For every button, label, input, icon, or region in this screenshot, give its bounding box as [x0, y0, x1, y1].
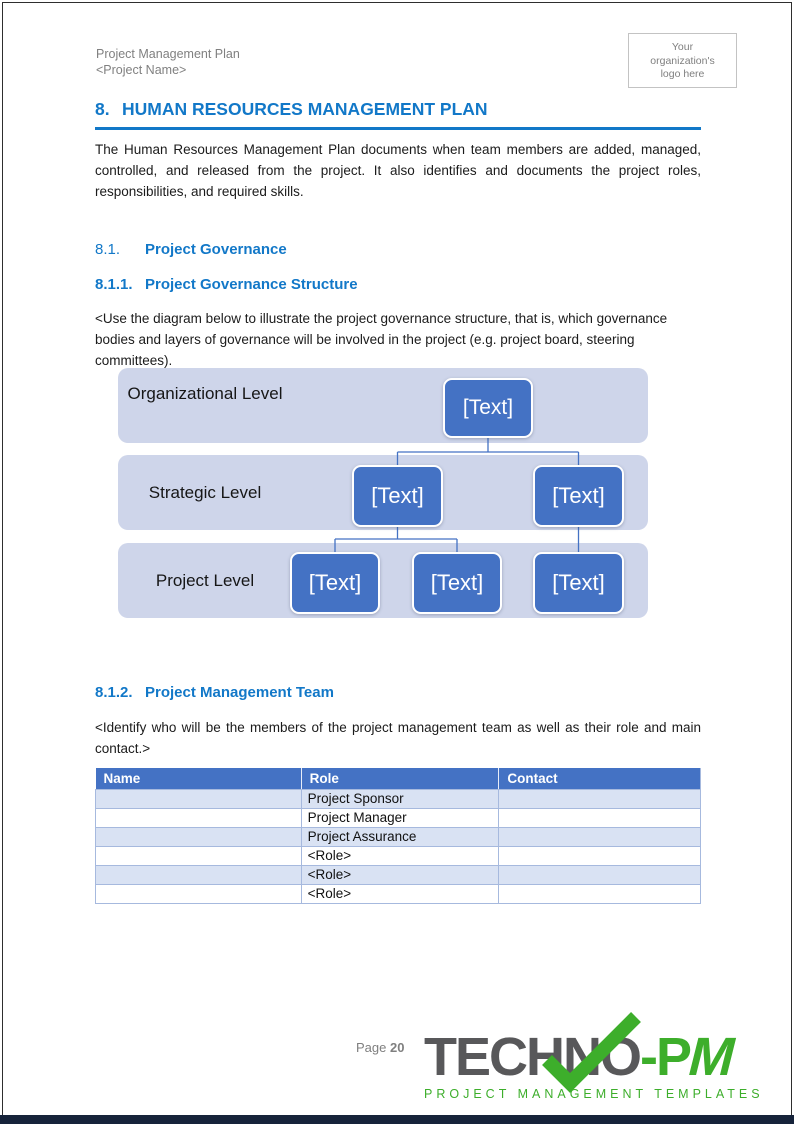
heading-number: 8.1. [95, 241, 121, 258]
heading-hr-management-plan [95, 99, 701, 130]
project-name-placeholder: <Project Name> [96, 63, 187, 77]
cell-name [96, 865, 302, 884]
diagram-box-organizational-text-placeholder: [Text] [443, 378, 533, 438]
governance-structure-diagram [95, 368, 701, 618]
table-row [96, 846, 701, 865]
heading-title: Project Governance [145, 241, 287, 258]
cell-name [96, 827, 302, 846]
cell-name [96, 846, 302, 865]
table-header-row [96, 768, 701, 789]
heading-project-governance [95, 241, 701, 258]
wordmark-green-m: M [682, 1027, 741, 1087]
diagram-box-project-text-placeholder-2: [Text] [412, 552, 502, 614]
column-header-name: Name [96, 768, 302, 789]
techno-pm-logo [424, 1028, 776, 1101]
governance-structure-paragraph: <Use the diagram below to illustrate the project governance structure, that is, which governance bodies and layers of governance will be involved in the project (e.g. project board, steering committees). [95, 311, 668, 368]
table-row [96, 884, 701, 903]
table-row [96, 789, 701, 808]
diagram-box-strategic-text-placeholder-2: [Text] [533, 465, 624, 527]
checkmark-icon [540, 1012, 644, 1098]
cell-contact [499, 865, 701, 884]
document-header [96, 46, 240, 78]
intro-paragraph: The Human Resources Management Plan documents when team members are added, managed, controlled, and released from the project. It also identifies and documents the project roles, responsibilities, and required skills. [95, 142, 701, 199]
cell-role: Project Manager [301, 808, 499, 827]
cell-contact [499, 827, 701, 846]
project-management-team-table [95, 768, 701, 904]
cell-role: <Role> [301, 846, 499, 865]
cell-name [96, 789, 302, 808]
cell-role: Project Assurance [301, 827, 499, 846]
page-number-label: Page [356, 1040, 387, 1055]
heading-project-management-team [95, 684, 701, 701]
diagram-box-project-text-placeholder-1: [Text] [290, 552, 380, 614]
page-bottom-bar [0, 1115, 794, 1124]
heading-number: 8. [95, 99, 110, 119]
column-header-role: Role [301, 768, 499, 789]
table-row [96, 808, 701, 827]
management-team-paragraph: <Identify who will be the members of the project management team as well as their role and main contact.> [95, 720, 701, 756]
cell-role: Project Sponsor [301, 789, 499, 808]
logo-placeholder-line: logo here [660, 68, 705, 80]
cell-contact [499, 789, 701, 808]
heading-title: HUMAN RESOURCES MANAGEMENT PLAN [122, 99, 488, 119]
table-row [96, 865, 701, 884]
cell-contact [499, 846, 701, 865]
heading-governance-structure [95, 276, 701, 293]
organization-logo-placeholder [628, 33, 737, 88]
cell-contact [499, 808, 701, 827]
wordmark-green-part: -P [640, 1027, 690, 1087]
page-number [356, 1040, 404, 1055]
cell-role: <Role> [301, 865, 499, 884]
diagram-label-strategic-level: Strategic Level [148, 483, 262, 502]
heading-title: Project Management Team [145, 684, 334, 701]
brand-tagline: PROJECT MANAGEMENT TEMPLATES [424, 1087, 764, 1101]
doc-title: Project Management Plan [96, 47, 240, 61]
table-row [96, 827, 701, 846]
wordmark-gray-part: TECHNO [424, 1027, 640, 1087]
cell-name [96, 884, 302, 903]
cell-role: <Role> [301, 884, 499, 903]
logo-placeholder-line: Your [671, 41, 694, 53]
diagram-label-project-level: Project Level [155, 571, 255, 590]
logo-placeholder-line: organization's [650, 54, 715, 67]
heading-title: Project Governance Structure [145, 276, 358, 293]
diagram-box-strategic-text-placeholder-1: [Text] [352, 465, 443, 527]
heading-number: 8.1.1. [95, 276, 133, 293]
diagram-label-organizational-level: Organizational Level [127, 384, 283, 403]
column-header-contact: Contact [499, 768, 701, 789]
cell-contact [499, 884, 701, 903]
heading-number: 8.1.2. [95, 684, 133, 701]
page-number-value: 20 [390, 1040, 405, 1055]
techno-pm-wordmark [424, 1028, 776, 1086]
cell-name [96, 808, 302, 827]
diagram-box-project-text-placeholder-3: [Text] [533, 552, 624, 614]
